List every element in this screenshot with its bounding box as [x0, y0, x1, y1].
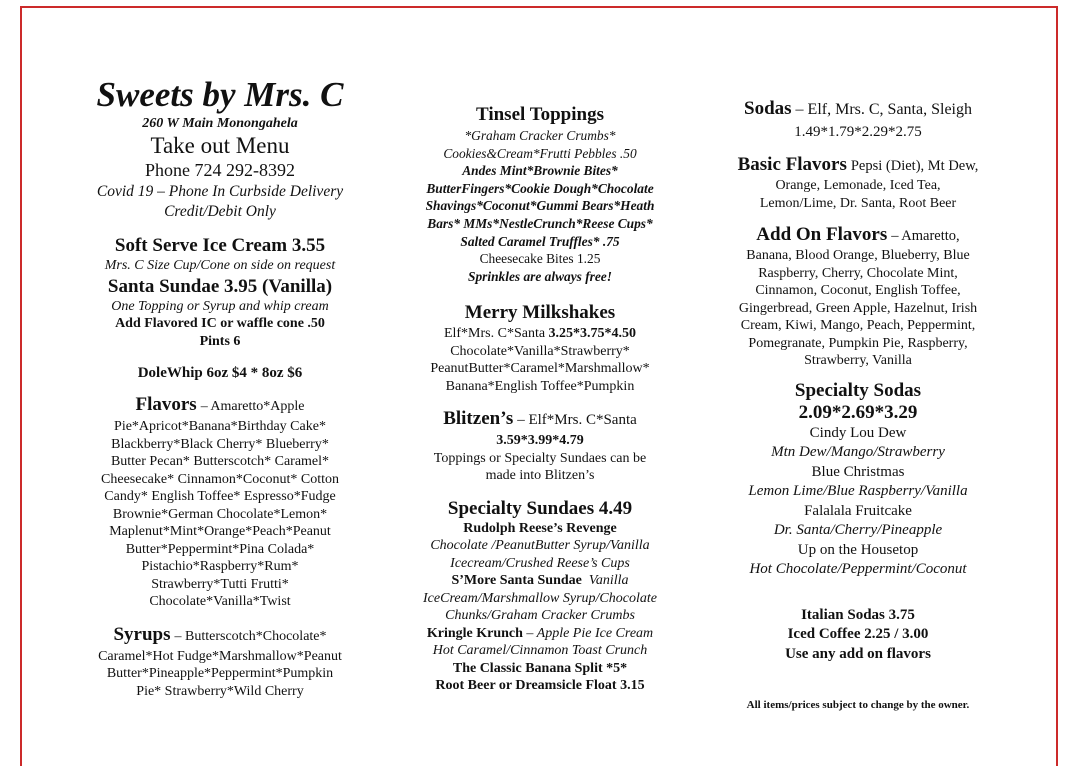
column-middle [398, 0, 682, 695]
sodas-intro: – Elf, Mrs. C, Santa, Sleigh [795, 101, 972, 118]
float-price: Root Beer or Dreamsicle Float 3.15 [435, 678, 645, 694]
syrup-line: Butter*Pineapple*Peppermint*Pumpkin [106, 666, 334, 681]
flavor-line: Maplenut*Mint*Orange*Peach*Peanut [109, 524, 331, 539]
specialty-sodas-prices: 2.09*2.69*3.29 [798, 401, 918, 423]
syrup-line: Caramel*Hot Fudge*Marshmallow*Peanut [98, 648, 342, 664]
syrup-line: Pie* Strawberry*Wild Cherry [136, 683, 304, 699]
sodas-prices: 1.49*1.79*2.29*2.75 [794, 124, 922, 140]
flavor-line: Blackberry*Black Cherry* Blueberry* [111, 436, 329, 452]
shop-address: 260 W Main Monongahela [142, 116, 298, 131]
tinsel-line: *Graham Cracker Crumbs* [464, 128, 616, 143]
addon-line: Gingerbread, Green Apple, Hazelnut, Irish [738, 300, 978, 316]
specialty-soda-desc: Mtn Dew/Mango/Strawberry [771, 444, 945, 460]
sodas-heading: Sodas [744, 98, 792, 119]
iced-coffee: Iced Coffee 2.25 / 3.00 [787, 626, 929, 642]
blitzens-heading-line [398, 407, 682, 432]
basic-flavor-line: Orange, Lemonade, Iced Tea, [775, 178, 941, 193]
specialty-soda-desc: Hot Chocolate/Peppermint/Coconut [749, 561, 967, 577]
tinsel-premium-line: Bars* MMs*NestleCrunch*Reese Cups* [427, 215, 653, 231]
tinsel-premium-line: ButterFingers*Cookie Dough*Chocolate [426, 180, 654, 196]
use-addon-note: Use any add on flavors [785, 645, 931, 662]
column-right [718, 0, 998, 712]
specialty-soda-name: Cindy Lou Dew [809, 424, 907, 441]
flavor-line: Chocolate*Vanilla*Twist [149, 594, 291, 609]
addon-heading-line [718, 224, 998, 247]
addon-line: Strawberry, Vanilla [804, 353, 912, 368]
sundae-desc: – Apple Pie Ice Cream [526, 625, 654, 641]
flavor-line: Pistachio*Raspberry*Rum* [141, 559, 299, 574]
addon-line: Pomegranate, Pumpkin Pie, Raspberry, [748, 335, 968, 351]
flavors-heading-line [80, 393, 360, 418]
syrups-intro: – Butterscotch*Chocolate* [174, 628, 327, 644]
sundae-desc: IceCream/Marshmallow Syrup/Chocolate [423, 590, 657, 606]
tinsel-premium-line: Salted Caramel Truffles* .75 [460, 233, 620, 249]
addon-heading: Add On Flavors [756, 224, 888, 245]
flavor-line: Strawberry*Tutti Frutti* [151, 576, 289, 592]
milkshake-sizes [398, 325, 682, 343]
covid-note: Covid 19 – Phone In Curbside Delivery [96, 183, 344, 200]
basic-flavor-line: Lemon/Lime, Dr. Santa, Root Beer [759, 195, 957, 211]
tinsel-line: Cookies&Cream*Frutti Pebbles .50 [443, 145, 637, 161]
milkshake-line: Banana*English Toffee*Pumpkin [445, 378, 635, 394]
cheesecake-bites: Cheesecake Bites 1.25 [479, 251, 601, 267]
basic-flavors-intro: Pepsi (Diet), Mt Dew, [850, 158, 979, 174]
sundae-name: Kringle Krunch [426, 625, 523, 641]
soft-serve-heading: Soft Serve Ice Cream 3.55 [114, 235, 326, 256]
menu-type: Take out Menu [150, 133, 290, 158]
tinsel-premium-line: Andes Mint*Brownie Bites* [462, 163, 618, 179]
sundae-desc: Vanilla [588, 573, 629, 589]
santa-sundae-heading: Santa Sundae 3.95 (Vanilla) [107, 275, 333, 297]
sundae-name: S’More Santa Sundae [451, 573, 582, 589]
flavor-line: Cheesecake* Cinnamon*Coconut* Cotton [101, 471, 339, 487]
basic-flavors-heading-line [718, 154, 998, 177]
italian-sodas: Italian Sodas 3.75 [801, 606, 915, 623]
specialty-soda-name: Up on the Housetop [797, 541, 919, 558]
addon-line: Cream, Kiwi, Mango, Peach, Peppermint, [740, 318, 976, 333]
blitzens-heading: Blitzen’s [443, 408, 514, 430]
santa-sundae-note: One Topping or Syrup and whip cream [111, 298, 329, 314]
blitzens-note: Toppings or Specialty Sundaes can be [433, 450, 647, 466]
sodas-heading-line [718, 97, 998, 122]
shop-title: Sweets by Mrs. C [96, 75, 344, 114]
flavor-line: Butter*Peppermint*Pina Colada* [125, 541, 315, 557]
dolewhip-price: DoleWhip 6oz $4 * 8oz $6 [137, 365, 303, 381]
kringle-line [398, 625, 682, 643]
milkshakes-heading: Merry Milkshakes [464, 302, 616, 324]
flavor-line: Butter Pecan* Butterscotch* Caramel* [110, 454, 330, 469]
milkshake-prices: 3.25*3.75*4.50 [548, 326, 637, 342]
specialty-soda-desc: Lemon Lime/Blue Raspberry/Vanilla [748, 483, 968, 499]
specialty-soda-desc: Dr. Santa/Cherry/Pineapple [773, 522, 943, 538]
addon-line: Banana, Blood Orange, Blueberry, Blue [746, 248, 970, 263]
addon-line: Cinnamon, Coconut, English Toffee, [755, 283, 961, 298]
sundae-desc: Hot Caramel/Cinnamon Toast Crunch [432, 643, 648, 659]
addon-intro: – Amaretto, [891, 228, 960, 244]
disclaimer: All items/prices subject to change by the owner. [746, 699, 970, 711]
milkshake-size-labels: Elf*Mrs. C*Santa [443, 326, 549, 342]
syrups-heading: Syrups [113, 623, 171, 645]
blitzens-prices: 3.59*3.99*4.79 [496, 433, 584, 449]
sundae-desc: Chocolate /PeanutButter Syrup/Vanilla [430, 538, 650, 554]
sundae-name: Rudolph Reese’s Revenge [463, 520, 617, 536]
milkshake-line: PeanutButter*Caramel*Marshmallow* [430, 361, 650, 377]
shop-phone: Phone 724 292-8392 [145, 160, 295, 180]
sprinkles-note: Sprinkles are always free! [468, 268, 612, 284]
smore-line [398, 572, 682, 590]
blitzens-sizes: – Elf*Mrs. C*Santa [517, 412, 637, 429]
sundae-desc: Icecream/Crushed Reese’s Cups [450, 555, 630, 571]
banana-split: The Classic Banana Split *5* [452, 660, 628, 676]
flavor-line: Pie*Apricot*Banana*Birthday Cake* [114, 419, 326, 434]
pints-price: Pints 6 [199, 333, 241, 349]
tinsel-premium-line: Shavings*Coconut*Gummi Bears*Heath [425, 198, 655, 214]
blitzens-note: made into Blitzen’s [485, 468, 595, 484]
milkshake-line: Chocolate*Vanilla*Strawberry* [450, 343, 630, 359]
specialty-soda-name: Blue Christmas [811, 463, 905, 480]
addon-line: Raspberry, Cherry, Chocolate Mint, [758, 265, 958, 281]
specialty-sodas-heading: Specialty Sodas [794, 379, 922, 401]
column-left [80, 0, 360, 700]
specialty-sundaes-heading: Specialty Sundaes 4.49 [447, 497, 633, 519]
soft-serve-note: Mrs. C Size Cup/Cone on side on request [104, 258, 336, 273]
flavors-intro: – Amaretto*Apple [200, 399, 305, 414]
flavors-heading: Flavors [135, 394, 197, 415]
basic-flavors-heading: Basic Flavors [737, 154, 847, 175]
tinsel-heading: Tinsel Toppings [476, 104, 604, 125]
flavor-line: Brownie*German Chocolate*Lemon* [112, 506, 328, 522]
sundae-desc: Chunks/Graham Cracker Crumbs [445, 608, 635, 624]
add-flavor-note: Add Flavored IC or waffle cone .50 [115, 316, 325, 331]
syrups-heading-line [80, 623, 360, 648]
payment-note: Credit/Debit Only [164, 203, 276, 220]
specialty-soda-name: Falalala Fruitcake [804, 502, 912, 519]
flavor-line: Candy* English Toffee* Espresso*Fudge [104, 489, 336, 504]
